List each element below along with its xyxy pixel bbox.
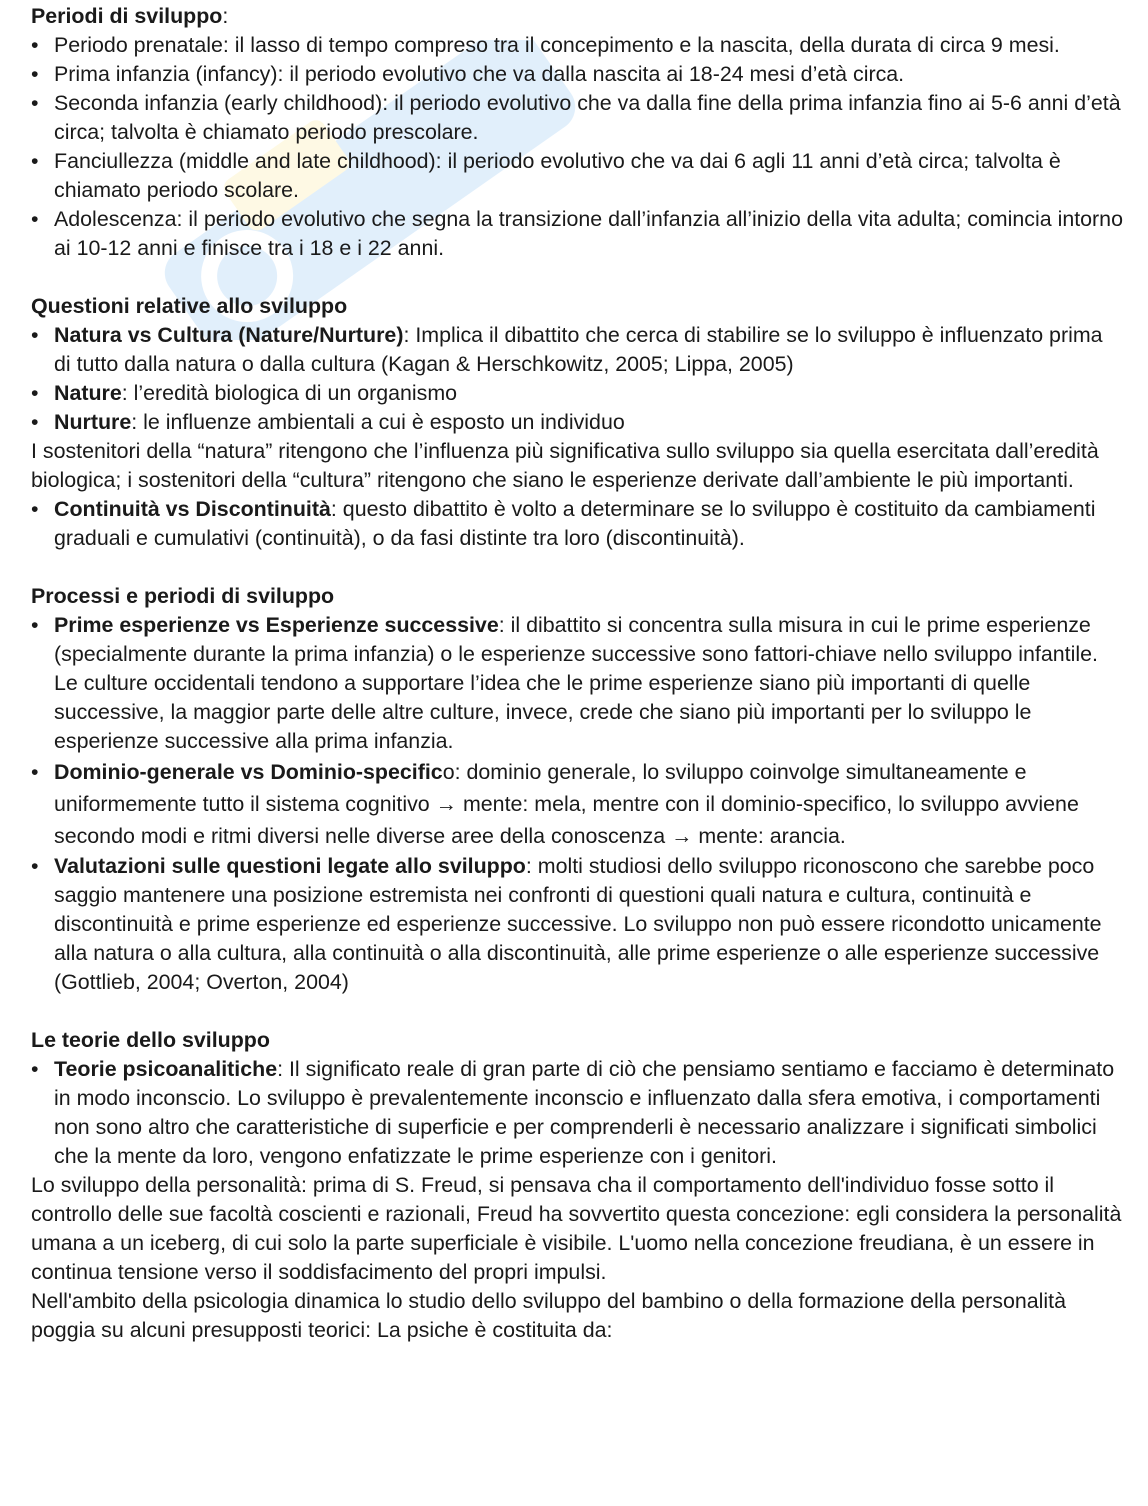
list-item-text: : Implica il dibattito che cerca di stabilire se lo sviluppo è influenzato prima di tutto dalla natura o dalla cultura (Kagan & Herschkowitz, 2005; Lippa, 2005) [54, 323, 1103, 376]
list-item-text: : l’eredità biologica di un organismo [121, 381, 458, 405]
bullet: • [31, 1057, 39, 1081]
heading-colon: : [222, 4, 229, 28]
list-item [31, 147, 1124, 205]
teorie-list [31, 1055, 1124, 1171]
term: Nature [54, 381, 122, 405]
spacer [31, 263, 1124, 292]
list-item-text: Prima infanzia (infancy): il periodo evolutivo che va dalla nascita ai 18-24 mesi d’età circa. [54, 62, 905, 86]
questioni-list-2 [31, 495, 1124, 553]
spacer [31, 553, 1124, 582]
bullet: • [31, 62, 39, 86]
term: Valutazioni sulle questioni legate allo sviluppo [54, 854, 526, 878]
spacer [31, 997, 1124, 1026]
list-item-text: : Il significato reale di gran parte di ciò che pensiamo sentiamo e facciamo è determinato in modo inconscio. Lo sviluppo è prevalentemente inconscio e influenzato dalla sfera emotiva, i comportamenti non sono altro che caratteristiche di superficie e per comprenderli è necessario analizzare i significati simbolici che la mente da loro, vengono enfatizzate le prime esperienze con i genitori. [54, 1057, 1115, 1168]
bullet: • [31, 323, 39, 347]
heading-text: Periodi di sviluppo [31, 4, 223, 28]
list-item-text: : questo dibattito è volto a determinare se lo sviluppo è costituito da cambiamenti graduali e cumulativi (continuità), o da fasi distinte tra loro (discontinuità). [54, 497, 1096, 550]
processi-list [31, 611, 1124, 997]
list-item [31, 31, 1124, 60]
section-heading-periodi [31, 2, 1124, 31]
list-item [31, 60, 1124, 89]
paragraph: I sostenitori della “natura” ritengono che l’influenza più significativa sullo sviluppo sia quella esercitata dall’eredità biologica; i sostenitori della “cultura” ritengono che siano le esperienze derivate dall’ambiente le più importanti. [31, 439, 1099, 492]
list-item [31, 495, 1124, 553]
bullet: • [31, 497, 39, 521]
list-item [31, 1055, 1124, 1171]
list-item-text: : le influenze ambientali a cui è esposto un individuo [131, 410, 625, 434]
list-item [31, 321, 1124, 379]
bullet: • [31, 149, 39, 173]
bullet: • [31, 410, 39, 434]
paragraph: Lo sviluppo della personalità: prima di S. Freud, si pensava cha il comportamento dell'individuo fosse sotto il controllo delle sue facoltà coscienti e razionali, Freud ha sovvertito questa concezione: egli considera la personalità umana a un iceberg, di cui solo la parte superficiale è visibile. L'uomo nella concezione freudiana, è un essere in continua tensione verso il soddisfacimento del propri impulsi. [31, 1173, 1122, 1284]
section-heading-processi: Processi e periodi di sviluppo [31, 584, 335, 608]
bullet: • [31, 33, 39, 57]
bullet: • [31, 854, 39, 878]
periodi-list [31, 31, 1124, 263]
list-item [31, 756, 1124, 852]
list-item [31, 379, 1124, 408]
term: Teorie psicoanalitiche [54, 1057, 278, 1081]
list-item-text: Adolescenza: il periodo evolutivo che segna la transizione dall’infanzia all’inizio della vita adulta; comincia intorno ai 10-12 anni e finisce tra i 18 e i 22 anni. [54, 207, 1123, 260]
term: Nurture [54, 410, 132, 434]
term: Dominio-generale vs Dominio-specific [54, 760, 443, 784]
list-item [31, 205, 1124, 263]
list-item-text: o: dominio generale, lo sviluppo coinvolge simultaneamente e uniformemente tutto il sistema cognitivo → mente: mela, mentre con il dominio-specifico, lo sviluppo avviene secondo modi e ritmi diversi nelle diverse aree della conoscenza → mente: arancia. [54, 760, 1079, 848]
bullet: • [31, 760, 39, 784]
bullet: • [31, 613, 39, 637]
list-item-text: Fanciullezza (middle and late childhood): il periodo evolutivo che va dai 6 agli 11 anni d’età circa; talvolta è chiamato periodo scolare. [54, 149, 1061, 202]
bullet: • [31, 381, 39, 405]
list-item [31, 611, 1124, 756]
section-heading-questioni: Questioni relative allo sviluppo [31, 294, 348, 318]
list-item-text: Periodo prenatale: il lasso di tempo compreso tra il concepimento e la nascita, della durata di circa 9 mesi. [54, 33, 1060, 57]
list-item-text: : molti studiosi dello sviluppo riconoscono che sarebbe poco saggio mantenere una posizione estremista nei confronti di questioni quali natura e cultura, continuità e discontinuità e prime esperienze ed esperienze successive. Lo sviluppo non può essere ricondotto unicamente alla natura o alla cultura, alla continuità o alla discontinuità, alle prime esperienze o alle esperienze successive (Gottlieb, 2004; Overton, 2004) [54, 854, 1102, 994]
bullet: • [31, 207, 39, 231]
list-item [31, 89, 1124, 147]
section-heading-teorie: Le teorie dello sviluppo [31, 1028, 270, 1052]
list-item-text: Seconda infanzia (early childhood): il periodo evolutivo che va dalla fine della prima infanzia fino ai 5-6 anni d’età circa; talvolta è chiamato periodo prescolare. [54, 91, 1121, 144]
list-item-text: : il dibattito si concentra sulla misura in cui le prime esperienze (specialmente durante la prima infanzia) o le esperienze successive sono fattori-chiave nello sviluppo infantile. Le culture occidentali tendono a supportare l’idea che le prime esperienze siano più importanti di quelle successive, la maggior parte delle altre culture, invece, crede che siano più importanti per lo sviluppo le esperienze successive alla prima infanzia. [54, 613, 1098, 753]
questioni-list [31, 321, 1124, 437]
list-item [31, 408, 1124, 437]
list-item [31, 852, 1124, 997]
term: Natura vs Cultura (Nature/Nurture) [54, 323, 404, 347]
term: Continuità vs Discontinuità [54, 497, 331, 521]
paragraph: Nell'ambito della psicologia dinamica lo studio dello sviluppo del bambino o della formazione della personalità poggia su alcuni presupposti teorici: La psiche è costituita da: [31, 1289, 1067, 1342]
bullet: • [31, 91, 39, 115]
term: Prime esperienze vs Esperienze successive [54, 613, 499, 637]
